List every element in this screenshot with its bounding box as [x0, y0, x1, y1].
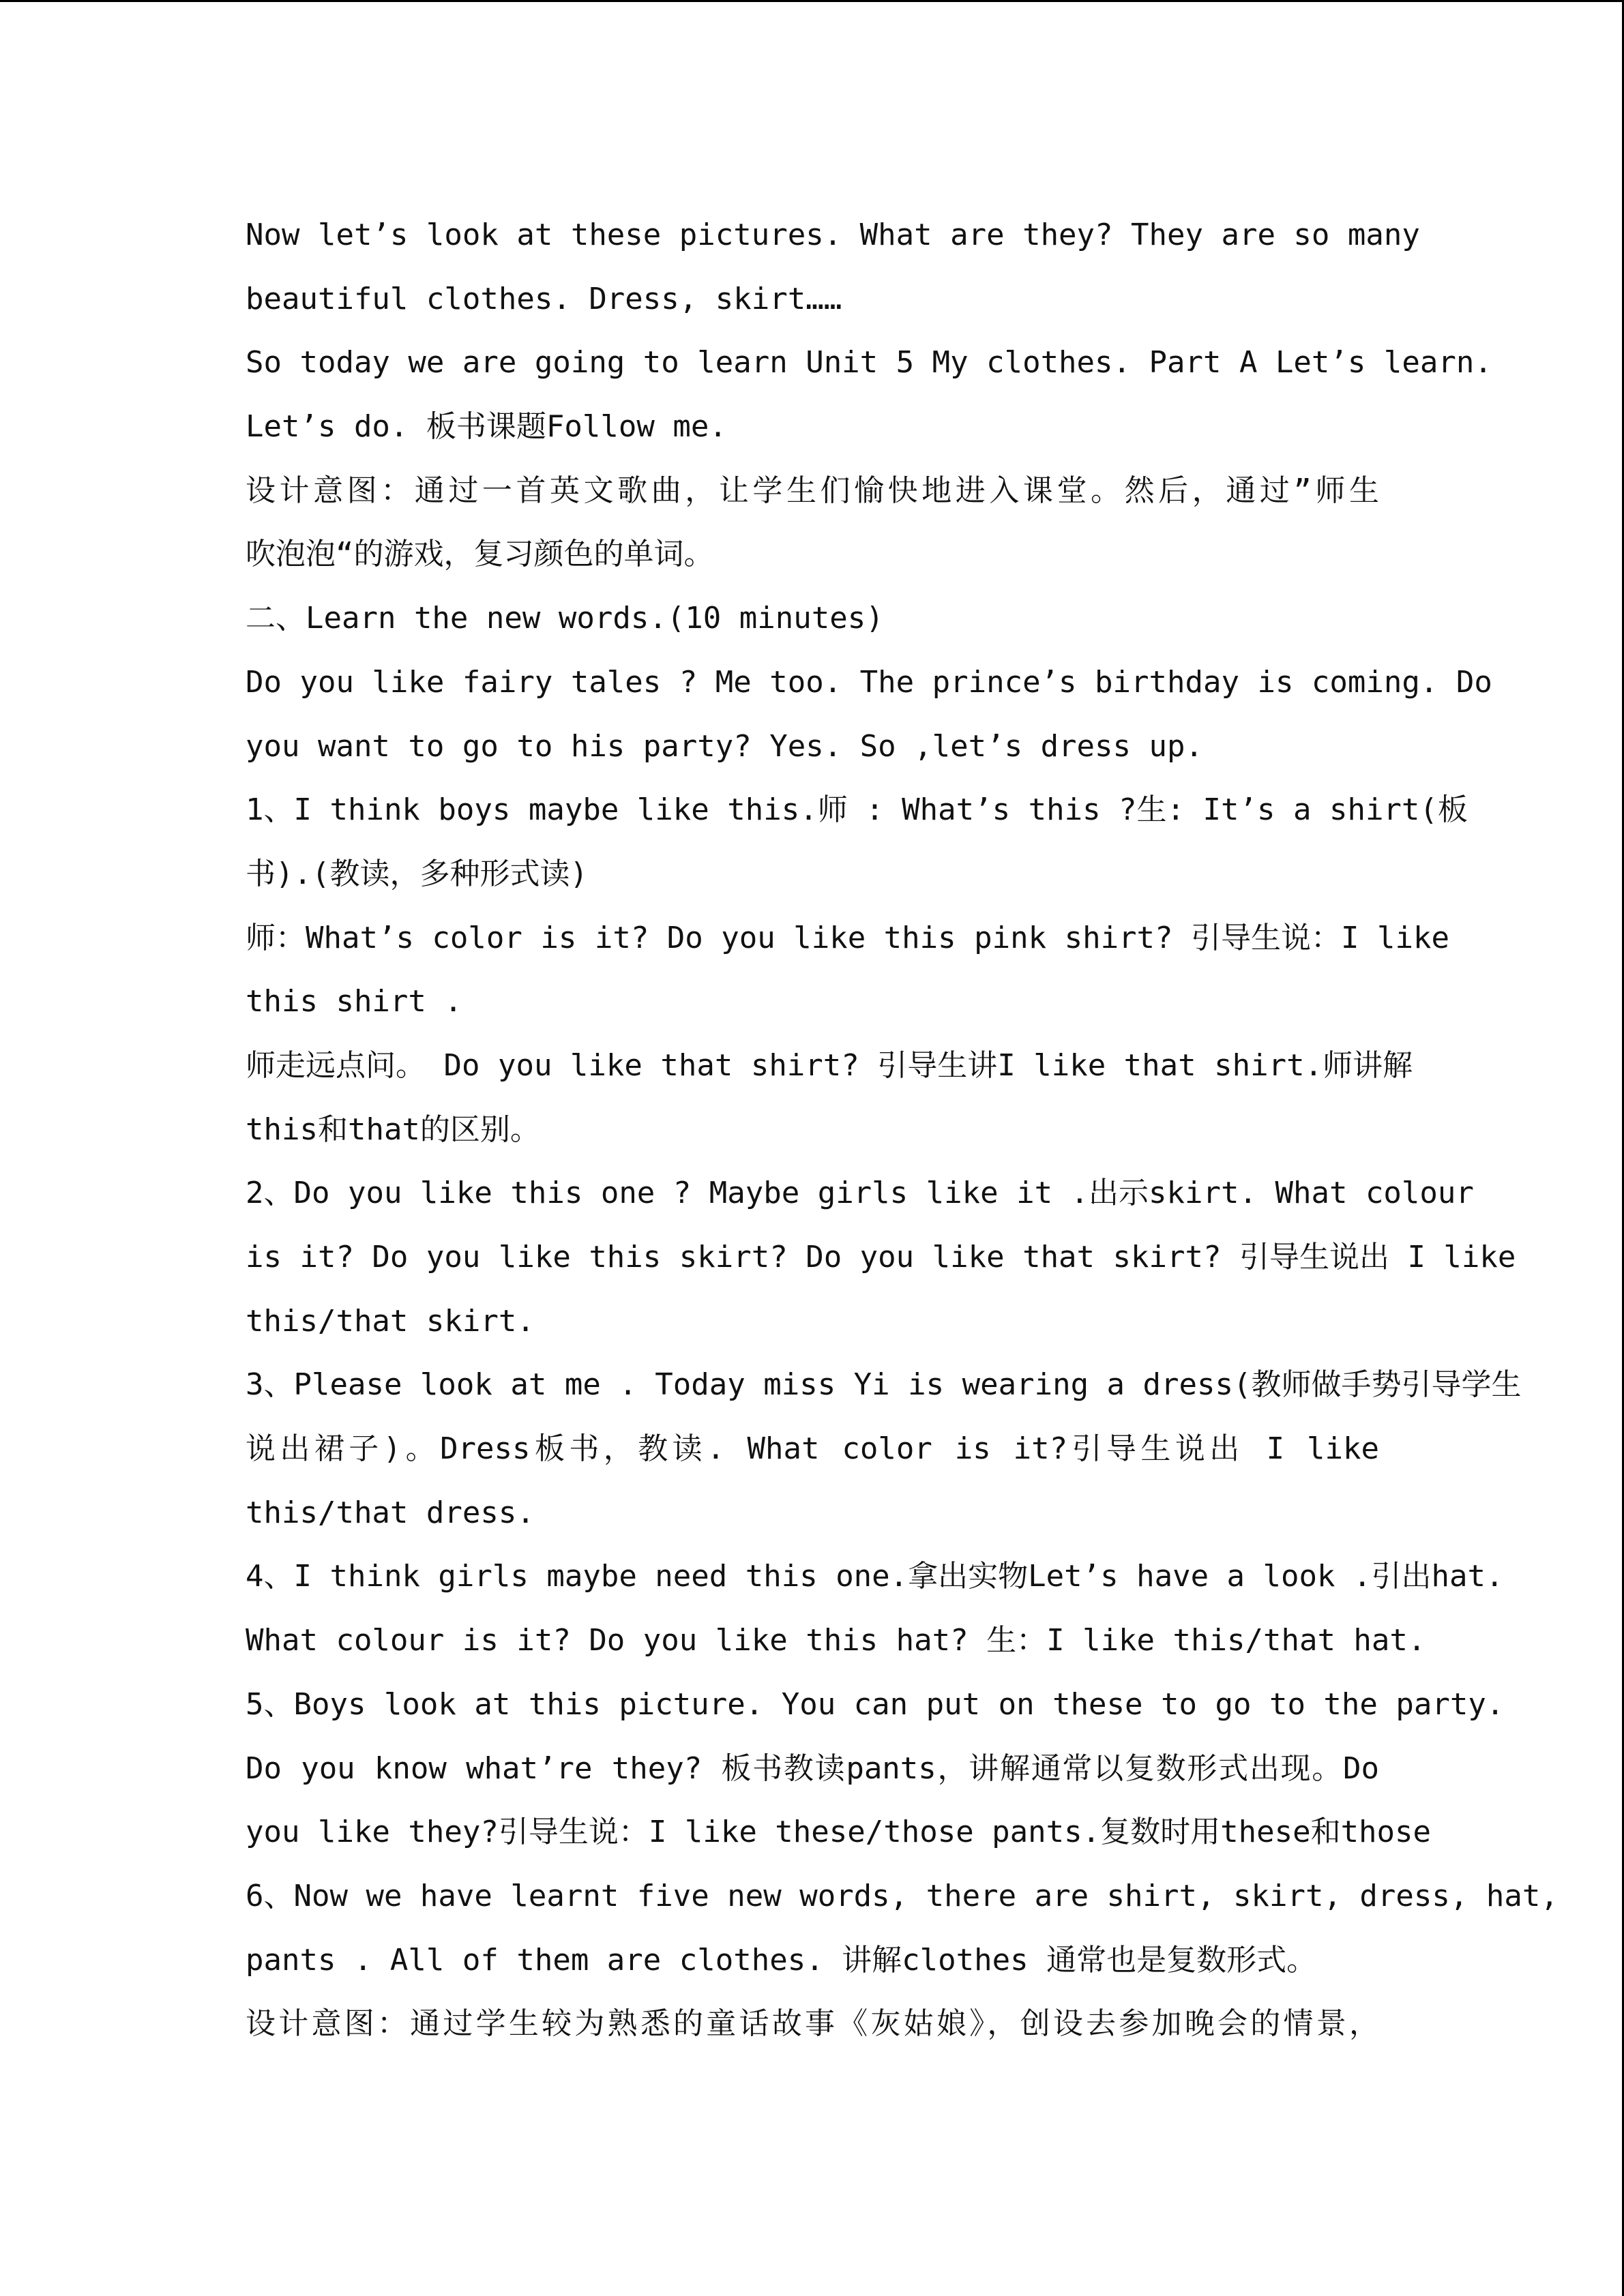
text-line: beautiful clothes. Dress, skirt…… — [246, 281, 842, 316]
text-line: this和that的区别。 — [246, 1112, 540, 1147]
text-line: is it? Do you like this skirt? Do you like that skirt? 引导生说出 I like — [246, 1240, 1516, 1274]
text-line: Do you like fairy tales ? Me too. The prince’s birthday is coming. Do — [246, 664, 1492, 700]
text-line: 说出裙子)。Dress板书，教读. What color is it?引导生说出 I like — [246, 1431, 1379, 1467]
text-line: 6、Now we have learnt five new words, there are shirt, skirt, dress, hat, — [246, 1878, 1559, 1913]
text-line: this shirt . — [246, 984, 462, 1019]
text-line: 设计意图：通过学生较为熟悉的童话故事《灰姑娘》，创设去参加晚会的情景， — [246, 2006, 1379, 2042]
text-line: 书).(教读，多种形式读) — [246, 856, 588, 891]
text-line: 师走远点问。 Do you like that shirt? 引导生讲I like that shirt.师讲解 — [246, 1047, 1413, 1083]
text-line: What colour is it? Do you like this hat? 生：I like this/that hat. — [246, 1623, 1426, 1658]
text-line: 设计意图：通过一首英文歌曲，让学生们愉快地进入课堂。然后，通过”师生 — [246, 473, 1379, 508]
text-line: 3、Please look at me . Today miss Yi is wearing a dress(教师做手势引导学生 — [246, 1367, 1522, 1403]
text-line: 二、Learn the new words.(10 minutes) — [246, 601, 884, 636]
text-line: 吹泡泡“的游戏，复习颜色的单词。 — [246, 537, 714, 572]
text-line: 师：What’s color is it? Do you like this pink shirt? 引导生说：I like — [246, 920, 1449, 955]
text-line: Do you know what’re they? 板书教读pants，讲解通常以复数形式出现。Do — [246, 1750, 1379, 1786]
text-line: you want to go to his party? Yes. So ,let’s dress up. — [246, 728, 1203, 764]
text-line: 5、Boys look at this picture. You can put on these to go to the party. — [246, 1686, 1505, 1722]
text-line: Now let’s look at these pictures. What are they? They are so many — [246, 218, 1420, 252]
page-top-border — [0, 0, 1624, 2]
text-line: So today we are going to learn Unit 5 My clothes. Part A Let’s learn. — [246, 345, 1492, 381]
text-line: pants . All of them are clothes. 讲解clothes 通常也是复数形式。 — [246, 1942, 1317, 1978]
text-line: Let’s do. 板书课题Follow me. — [246, 409, 727, 445]
text-line: you like they?引导生说：I like these/those pants.复数时用these和those — [246, 1815, 1432, 1850]
text-line: this/that dress. — [246, 1495, 535, 1530]
text-line: this/that skirt. — [246, 1303, 535, 1339]
text-line: 2、Do you like this one ? Maybe girls like it .出示skirt. What colour — [246, 1176, 1474, 1211]
text-line: 4、I think girls maybe need this one.拿出实物Let’s have a look .引出hat. — [246, 1559, 1504, 1594]
text-line: 1、I think boys maybe like this.师 : What’s this ?生: It’s a shirt(板 — [246, 792, 1468, 828]
document-body — [246, 203, 1559, 2056]
